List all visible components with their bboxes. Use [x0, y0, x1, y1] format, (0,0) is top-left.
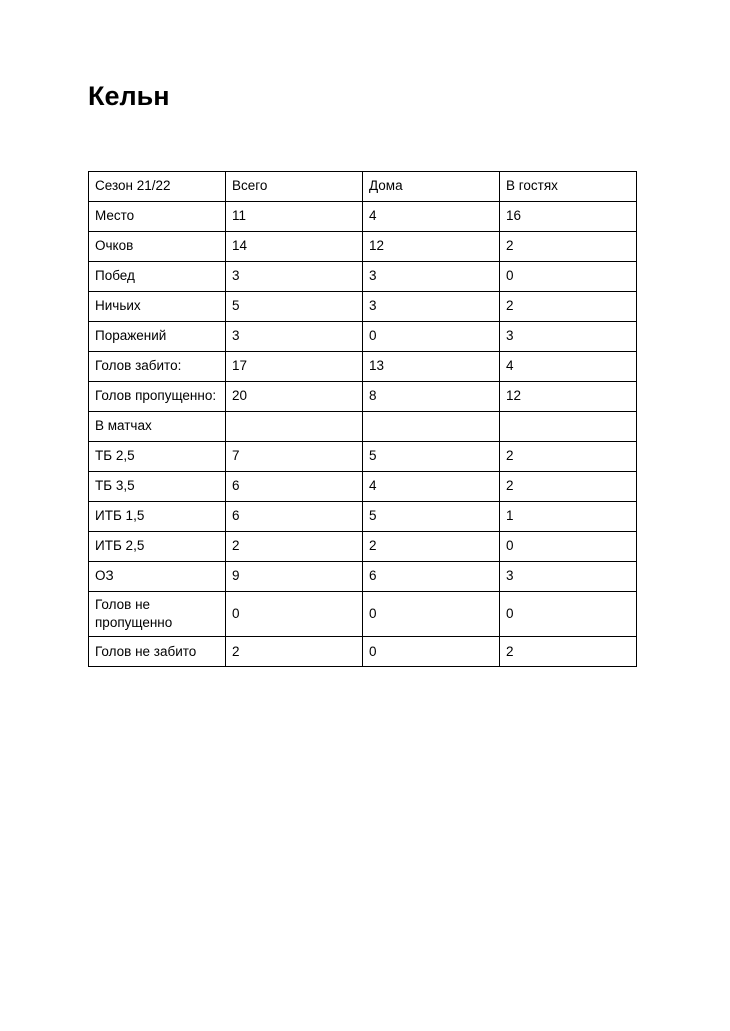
page-title: Кельн: [88, 81, 170, 111]
value-total: 6: [226, 502, 363, 532]
table-row: [89, 562, 637, 592]
value-total: 20: [226, 382, 363, 412]
value-away: 4: [500, 352, 637, 382]
row-label: Поражений: [89, 322, 226, 352]
value-away: [500, 412, 637, 442]
row-label: Голов пропущенно:: [89, 382, 226, 412]
season-stats-table: [88, 171, 637, 667]
value-total: 2: [226, 532, 363, 562]
value-total: [226, 412, 363, 442]
row-label: Голов не пропущенно: [89, 592, 226, 637]
value-away: 1: [500, 502, 637, 532]
table-row: [89, 262, 637, 292]
table-header-row: [89, 172, 637, 202]
table-row: [89, 472, 637, 502]
row-label: Голов забито:: [89, 352, 226, 382]
value-home: 0: [363, 592, 500, 637]
value-home: 12: [363, 232, 500, 262]
table-row: [89, 292, 637, 322]
value-away: 0: [500, 262, 637, 292]
value-total: 9: [226, 562, 363, 592]
value-home: 4: [363, 472, 500, 502]
table-row: [89, 442, 637, 472]
value-away: 2: [500, 232, 637, 262]
table-section-row: [89, 412, 637, 442]
row-label: ИТБ 2,5: [89, 532, 226, 562]
table-row: [89, 532, 637, 562]
value-home: [363, 412, 500, 442]
value-away: 12: [500, 382, 637, 412]
value-away: 2: [500, 292, 637, 322]
value-total: 17: [226, 352, 363, 382]
value-away: 0: [500, 532, 637, 562]
row-label: ТБ 2,5: [89, 442, 226, 472]
value-home: 2: [363, 532, 500, 562]
header-season: Сезон 21/22: [89, 172, 226, 202]
value-home: 3: [363, 262, 500, 292]
value-home: 6: [363, 562, 500, 592]
row-label: Побед: [89, 262, 226, 292]
value-total: 14: [226, 232, 363, 262]
value-away: 3: [500, 322, 637, 352]
row-label: Голов не забито: [89, 637, 226, 667]
table-row: [89, 352, 637, 382]
value-total: 5: [226, 292, 363, 322]
header-total: Всего: [226, 172, 363, 202]
row-label: Очков: [89, 232, 226, 262]
value-total: 2: [226, 637, 363, 667]
value-home: 0: [363, 322, 500, 352]
row-label: ОЗ: [89, 562, 226, 592]
value-away: 3: [500, 562, 637, 592]
table-row: [89, 637, 637, 667]
table-row: [89, 202, 637, 232]
table-row: [89, 502, 637, 532]
value-home: 8: [363, 382, 500, 412]
value-home: 5: [363, 442, 500, 472]
row-label: ИТБ 1,5: [89, 502, 226, 532]
value-home: 4: [363, 202, 500, 232]
value-away: 0: [500, 592, 637, 637]
value-total: 7: [226, 442, 363, 472]
header-away: В гостях: [500, 172, 637, 202]
table-row: [89, 322, 637, 352]
value-home: 0: [363, 637, 500, 667]
table-row: [89, 592, 637, 637]
row-label: Ничьих: [89, 292, 226, 322]
value-home: 5: [363, 502, 500, 532]
row-label: В матчах: [89, 412, 226, 442]
value-total: 3: [226, 262, 363, 292]
value-total: 11: [226, 202, 363, 232]
header-home: Дома: [363, 172, 500, 202]
value-total: 6: [226, 472, 363, 502]
value-away: 2: [500, 442, 637, 472]
value-away: 2: [500, 472, 637, 502]
row-label: Место: [89, 202, 226, 232]
value-home: 13: [363, 352, 500, 382]
value-total: 0: [226, 592, 363, 637]
value-home: 3: [363, 292, 500, 322]
table-row: [89, 382, 637, 412]
table-row: [89, 232, 637, 262]
value-total: 3: [226, 322, 363, 352]
value-away: 2: [500, 637, 637, 667]
row-label: ТБ 3,5: [89, 472, 226, 502]
value-away: 16: [500, 202, 637, 232]
